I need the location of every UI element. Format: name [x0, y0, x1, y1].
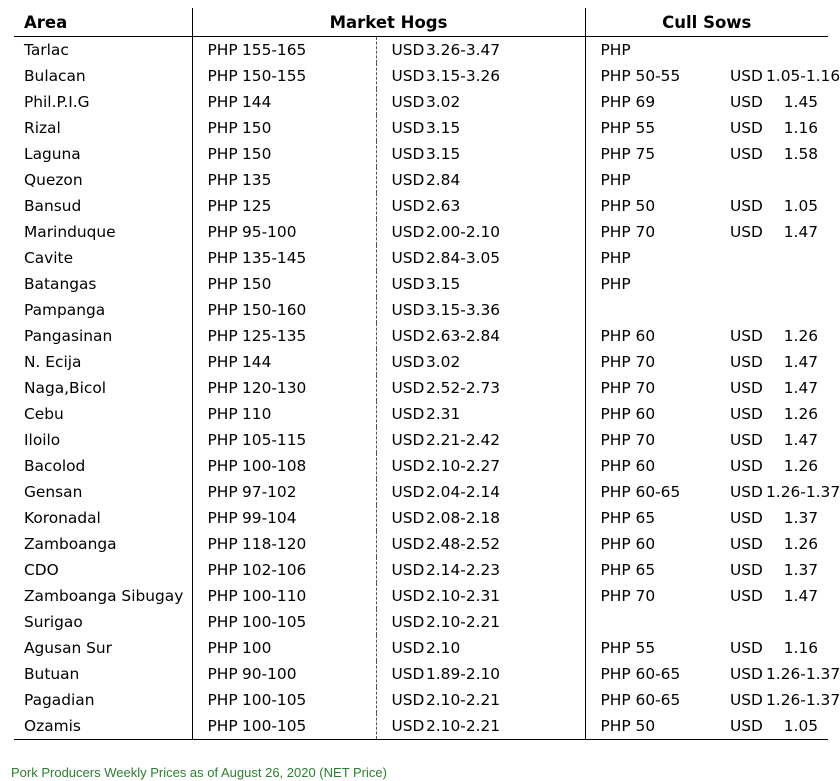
cell-hog-php-value: 150	[242, 271, 376, 297]
table-row	[14, 479, 828, 505]
cell-sow-usd-value: 1.37	[783, 561, 819, 579]
cell-sow-usd-label: USD	[730, 327, 763, 345]
cell-sow-php: PHP 75	[600, 145, 656, 163]
cell-area: Batangas	[14, 271, 192, 297]
table-row	[14, 193, 828, 219]
cell-sow-usd-label: USD	[730, 67, 763, 85]
table-row	[14, 141, 828, 167]
table-row	[14, 349, 828, 375]
cell-sow-usd-label: USD	[730, 223, 763, 241]
cell-hog-php-label: PHP	[207, 561, 238, 579]
cell-sow-php	[585, 609, 715, 635]
table-row	[14, 271, 828, 297]
cell-area: Bansud	[14, 193, 192, 219]
cell-sow-usd-label: USD	[730, 353, 763, 371]
cell-hog-usd-label: USD	[391, 509, 425, 527]
cell-hog-php-value: 95-100	[242, 219, 376, 245]
cell-hog-php-value: 97-102	[242, 479, 376, 505]
cell-area: Rizal	[14, 115, 192, 141]
cell-hog-php-value: 100-108	[242, 453, 376, 479]
cell-sow-usd-label: USD	[730, 665, 763, 683]
price-table-container	[14, 8, 840, 740]
table-row	[14, 453, 828, 479]
cell-hog-usd-label: USD	[376, 713, 426, 740]
cell-area: Iloilo	[14, 427, 192, 453]
cell-sow-usd-value: 1.37	[783, 509, 819, 527]
cell-sow-php: PHP 60-65	[600, 691, 681, 709]
cell-hog-php-label: PHP	[207, 691, 238, 709]
cell-sow-usd-value	[766, 167, 828, 193]
cell-sow-usd-value	[766, 271, 828, 297]
cell-hog-php-label: PHP	[207, 353, 238, 371]
cell-area: CDO	[14, 557, 192, 583]
cell-area: Pampanga	[14, 297, 192, 323]
cell-hog-php-label: PHP	[207, 613, 238, 631]
table-row	[14, 245, 828, 271]
cell-hog-usd-value: 2.63	[426, 193, 585, 219]
cell-sow-php: PHP 60-65	[600, 665, 681, 683]
cell-sow-usd-label: USD	[730, 639, 763, 657]
cell-hog-usd-label: USD	[391, 431, 425, 449]
cell-area: Gensan	[14, 479, 192, 505]
cell-hog-usd-value: 2.10-2.21	[426, 713, 585, 740]
cell-sow-usd-label	[715, 37, 766, 64]
cell-hog-php-value: 125	[242, 193, 376, 219]
header-cull-sows: Cull Sows	[585, 8, 828, 37]
cell-area: Phil.P.I.G	[14, 89, 192, 115]
cell-sow-php: PHP 55	[600, 639, 656, 657]
cell-sow-php: PHP	[600, 249, 631, 267]
table-body	[14, 37, 840, 740]
price-table	[14, 8, 840, 740]
cell-sow-php: PHP 65	[600, 561, 656, 579]
cell-sow-usd-value: 1.47	[783, 587, 819, 605]
cell-hog-usd-label: USD	[391, 41, 425, 59]
cell-hog-usd-label: USD	[391, 223, 425, 241]
cell-hog-usd-label: USD	[391, 171, 425, 189]
cell-sow-usd-label	[715, 167, 766, 193]
cell-hog-usd-value: 2.10-2.27	[426, 453, 585, 479]
cell-hog-php-value: 150	[242, 115, 376, 141]
cell-sow-usd-label: USD	[730, 691, 763, 709]
cell-sow-php: PHP	[600, 41, 631, 59]
table-row	[14, 167, 828, 193]
cell-sow-usd-label: USD	[730, 93, 763, 111]
cell-hog-php-value: 110	[242, 401, 376, 427]
cell-hog-usd-value: 2.14-2.23	[426, 557, 585, 583]
cell-hog-usd-label: USD	[391, 535, 425, 553]
cell-area: Surigao	[14, 609, 192, 635]
cell-sow-usd-label: USD	[730, 587, 763, 605]
table-caption[interactable]: Pork Producers Weekly Prices as of August 26, 2020 (NET Price)	[11, 765, 387, 780]
cell-hog-php-label: PHP	[207, 587, 238, 605]
table-row	[14, 583, 828, 609]
cell-hog-php-label: PHP	[207, 327, 238, 345]
cell-hog-usd-value: 3.26-3.47	[426, 37, 585, 64]
cell-hog-usd-label: USD	[391, 197, 425, 215]
cell-hog-php-value: 120-130	[242, 375, 376, 401]
cell-hog-php-value: 100-105	[242, 687, 376, 713]
cell-hog-php-value: 90-100	[242, 661, 376, 687]
table-row	[14, 89, 828, 115]
table-row	[14, 37, 828, 64]
cell-area: Quezon	[14, 167, 192, 193]
cell-hog-usd-label: USD	[391, 691, 425, 709]
cell-sow-usd-value: 1.45	[783, 93, 819, 111]
cell-hog-php-label: PHP	[207, 509, 238, 527]
cell-sow-usd-value: 1.26-1.37	[766, 691, 840, 709]
cell-sow-php: PHP 70	[600, 379, 656, 397]
cell-sow-php: PHP 60	[600, 457, 656, 475]
cell-hog-usd-value: 3.15	[426, 271, 585, 297]
cell-sow-php: PHP 65	[600, 509, 656, 527]
cell-hog-usd-value: 2.10	[426, 635, 585, 661]
cell-sow-usd-value: 1.47	[783, 431, 819, 449]
cell-hog-usd-value: 3.15-3.26	[426, 63, 585, 89]
cell-sow-php: PHP 60-65	[600, 483, 681, 501]
cell-hog-usd-value: 2.84	[426, 167, 585, 193]
cell-area: Laguna	[14, 141, 192, 167]
cell-hog-php-label: PHP	[207, 405, 238, 423]
cell-hog-php-label: PHP	[207, 457, 238, 475]
cell-hog-php-value: 100-105	[242, 609, 376, 635]
cell-hog-usd-value: 2.31	[426, 401, 585, 427]
cell-hog-usd-label: USD	[391, 249, 425, 267]
cell-hog-usd-label: USD	[391, 145, 425, 163]
cell-hog-php-label: PHP	[207, 301, 238, 319]
cell-hog-php-value: 144	[242, 349, 376, 375]
cell-hog-php-label: PHP	[207, 93, 238, 111]
cell-sow-usd-value: 1.26	[783, 457, 819, 475]
cell-area: Bacolod	[14, 453, 192, 479]
cell-hog-usd-label: USD	[391, 353, 425, 371]
cell-sow-usd-value: 1.05	[766, 713, 828, 740]
table-row	[14, 687, 828, 713]
cell-hog-php-value: 100-105	[242, 713, 376, 740]
cell-area: Cavite	[14, 245, 192, 271]
cell-hog-usd-label: USD	[391, 119, 425, 137]
cell-sow-usd-value: 1.26-1.37	[766, 483, 840, 501]
cell-sow-usd-label	[715, 297, 766, 323]
cell-hog-php-value: 105-115	[242, 427, 376, 453]
table-row	[14, 661, 828, 687]
cell-hog-usd-value: 3.15-3.36	[426, 297, 585, 323]
cell-hog-php-label: PHP	[207, 535, 238, 553]
cell-sow-usd-value: 1.47	[783, 353, 819, 371]
table-row	[14, 713, 828, 740]
table-row	[14, 323, 828, 349]
cell-hog-usd-value: 3.15	[426, 115, 585, 141]
cell-sow-usd-label: USD	[715, 713, 766, 740]
cell-sow-php: PHP 69	[600, 93, 656, 111]
cell-sow-php: PHP 50	[600, 197, 656, 215]
header-row	[14, 8, 828, 37]
cell-area: Pangasinan	[14, 323, 192, 349]
cell-sow-usd-label	[715, 271, 766, 297]
cell-hog-php-label: PHP	[207, 67, 238, 85]
cell-hog-usd-label: USD	[391, 67, 425, 85]
cell-area: Naga,Bicol	[14, 375, 192, 401]
cell-hog-usd-label: USD	[391, 665, 425, 683]
cell-hog-usd-label: USD	[391, 405, 425, 423]
cell-sow-usd-label: USD	[730, 145, 763, 163]
cell-sow-php: PHP 50	[585, 713, 715, 740]
cell-sow-usd-value: 1.47	[783, 223, 819, 241]
cell-hog-usd-value: 3.15	[426, 141, 585, 167]
cell-hog-usd-label: USD	[391, 483, 425, 501]
cell-hog-usd-label: USD	[391, 457, 425, 475]
table-row	[14, 557, 828, 583]
cell-hog-php-value: 102-106	[242, 557, 376, 583]
cell-sow-usd-label: USD	[730, 457, 763, 475]
table-row	[14, 427, 828, 453]
cell-sow-usd-value	[766, 245, 828, 271]
cell-hog-php-value: 144	[242, 89, 376, 115]
cell-area: Pagadian	[14, 687, 192, 713]
table-row	[14, 63, 828, 89]
cell-hog-usd-value: 2.84-3.05	[426, 245, 585, 271]
cell-hog-usd-value: 2.21-2.42	[426, 427, 585, 453]
cell-sow-usd-label: USD	[730, 535, 763, 553]
cell-hog-usd-value: 2.48-2.52	[426, 531, 585, 557]
cell-hog-php-label: PHP	[207, 197, 238, 215]
table-row	[14, 609, 828, 635]
cell-hog-usd-value: 3.02	[426, 349, 585, 375]
cell-hog-php-value: 135-145	[242, 245, 376, 271]
cell-hog-usd-label: USD	[391, 639, 425, 657]
header-market-hogs: Market Hogs	[192, 8, 585, 37]
cell-sow-usd-value	[766, 609, 828, 635]
cell-area: Cebu	[14, 401, 192, 427]
cell-area: Zamboanga Sibugay	[14, 583, 192, 609]
table-row	[14, 531, 828, 557]
cell-sow-php: PHP 70	[600, 353, 656, 371]
cell-hog-usd-label: USD	[391, 587, 425, 605]
header-area: Area	[14, 8, 192, 37]
cell-area: Koronadal	[14, 505, 192, 531]
cell-hog-usd-value: 2.52-2.73	[426, 375, 585, 401]
table-row	[14, 219, 828, 245]
cell-sow-usd-value	[766, 37, 828, 64]
cell-hog-usd-label: USD	[391, 301, 425, 319]
cell-hog-usd-value: 3.02	[426, 89, 585, 115]
table-row	[14, 401, 828, 427]
cell-hog-usd-value: 2.10-2.21	[426, 609, 585, 635]
cell-hog-php-value: 118-120	[242, 531, 376, 557]
cell-area: Agusan Sur	[14, 635, 192, 661]
cell-area: N. Ecija	[14, 349, 192, 375]
cell-area: Marinduque	[14, 219, 192, 245]
table-row	[14, 375, 828, 401]
cell-hog-usd-value: 2.10-2.21	[426, 687, 585, 713]
cell-hog-php-label: PHP	[207, 379, 238, 397]
cell-sow-php: PHP	[600, 171, 631, 189]
cell-hog-php-label: PHP	[207, 119, 238, 137]
cell-sow-php: PHP 60	[600, 405, 656, 423]
cell-hog-php-label: PHP	[192, 713, 242, 740]
cell-hog-php-value: 100	[242, 635, 376, 661]
cell-area: Zamboanga	[14, 531, 192, 557]
table-row	[14, 297, 828, 323]
cell-sow-php: PHP 50-55	[600, 67, 681, 85]
cell-hog-usd-label: USD	[391, 379, 425, 397]
cell-sow-usd-value: 1.05	[783, 197, 819, 215]
cell-hog-php-value: 155-165	[242, 37, 376, 64]
cell-sow-usd-label: USD	[730, 197, 763, 215]
cell-hog-php-label: PHP	[207, 41, 238, 59]
cell-sow-usd-label: USD	[730, 379, 763, 397]
cell-sow-usd-label: USD	[730, 431, 763, 449]
cell-sow-php: PHP 70	[600, 431, 656, 449]
cell-hog-usd-value: 2.04-2.14	[426, 479, 585, 505]
cell-sow-usd-label: USD	[730, 405, 763, 423]
table-row	[14, 115, 828, 141]
cell-hog-usd-label: USD	[391, 613, 425, 631]
cell-sow-usd-value: 1.26-1.37	[766, 665, 840, 683]
table-row	[14, 505, 828, 531]
cell-sow-usd-value: 1.26	[783, 327, 819, 345]
cell-sow-usd-value: 1.05-1.16	[766, 67, 840, 85]
cell-sow-usd-label: USD	[730, 561, 763, 579]
cell-hog-php-label: PHP	[207, 249, 238, 267]
cell-sow-php	[585, 297, 715, 323]
cell-sow-usd-value: 1.58	[783, 145, 819, 163]
cell-sow-php: PHP 70	[600, 587, 656, 605]
table-row	[14, 635, 828, 661]
cell-hog-php-value: 125-135	[242, 323, 376, 349]
cell-hog-usd-value: 2.08-2.18	[426, 505, 585, 531]
cell-sow-usd-label	[715, 609, 766, 635]
cell-hog-usd-value: 1.89-2.10	[426, 661, 585, 687]
cell-sow-php: PHP 60	[600, 327, 656, 345]
cell-sow-usd-label: USD	[730, 509, 763, 527]
cell-hog-usd-value: 2.10-2.31	[426, 583, 585, 609]
cell-hog-php-value: 150	[242, 141, 376, 167]
cell-hog-php-label: PHP	[207, 145, 238, 163]
cell-hog-usd-value: 2.00-2.10	[426, 219, 585, 245]
cell-sow-php: PHP 60	[600, 535, 656, 553]
cell-sow-usd-value: 1.16	[783, 639, 819, 657]
cell-sow-php: PHP 55	[600, 119, 656, 137]
cell-sow-usd-value: 1.26	[783, 535, 819, 553]
cell-hog-php-label: PHP	[207, 639, 238, 657]
cell-hog-php-value: 150-155	[242, 63, 376, 89]
cell-sow-usd-label: USD	[730, 483, 763, 501]
cell-sow-usd-value: 1.26	[783, 405, 819, 423]
cell-hog-php-value: 100-110	[242, 583, 376, 609]
cell-hog-usd-label: USD	[391, 275, 425, 293]
cell-sow-usd-value	[766, 297, 828, 323]
cell-hog-usd-label: USD	[391, 327, 425, 345]
cell-hog-php-label: PHP	[207, 171, 238, 189]
cell-area: Bulacan	[14, 63, 192, 89]
cell-area: Tarlac	[14, 37, 192, 64]
cell-sow-usd-value: 1.47	[783, 379, 819, 397]
cell-sow-usd-value: 1.16	[783, 119, 819, 137]
cell-hog-php-label: PHP	[207, 665, 238, 683]
cell-hog-usd-label: USD	[391, 93, 425, 111]
cell-hog-usd-value: 2.63-2.84	[426, 323, 585, 349]
cell-area: Butuan	[14, 661, 192, 687]
cell-sow-php: PHP 70	[600, 223, 656, 241]
cell-hog-php-value: 150-160	[242, 297, 376, 323]
cell-sow-usd-label	[715, 245, 766, 271]
cell-area: Ozamis	[14, 713, 192, 740]
cell-hog-php-value: 135	[242, 167, 376, 193]
cell-sow-php: PHP	[600, 275, 631, 293]
cell-hog-php-label: PHP	[207, 223, 238, 241]
cell-sow-usd-label: USD	[730, 119, 763, 137]
cell-hog-php-label: PHP	[207, 483, 238, 501]
cell-hog-php-label: PHP	[207, 275, 238, 293]
cell-hog-php-label: PHP	[207, 431, 238, 449]
cell-hog-usd-label: USD	[391, 561, 425, 579]
cell-hog-php-value: 99-104	[242, 505, 376, 531]
